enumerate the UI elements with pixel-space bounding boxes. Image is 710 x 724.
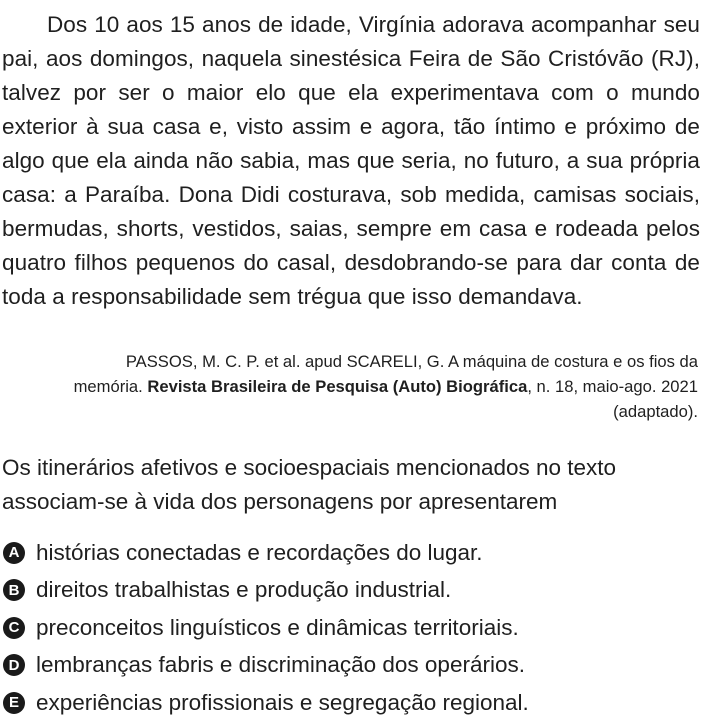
option-c[interactable]	[3, 609, 703, 647]
option-b-text: direitos trabalhistas e produção industrial.	[36, 577, 452, 603]
citation-journal: Revista Brasileira de Pesquisa (Auto) Biográfica	[147, 377, 528, 396]
option-a[interactable]	[3, 534, 703, 572]
option-d[interactable]	[3, 647, 703, 685]
citation	[58, 349, 698, 424]
passage-text: Dos 10 aos 15 anos de idade, Virgínia adorava acompanhar seu pai, aos domingos, naquela sinestésica Feira de São Cristóvão (RJ), talvez por ser o maior elo que ela experimentava com o mundo exterior à sua casa e, visto assim e agora, tão íntimo e próximo de algo que ela ainda não sabia, mas que seria, no futuro, a sua própria casa: a Paraíba. Dona Didi costurava, sob medida, camisas sociais, bermudas, shorts, vestidos, saias, sempre em casa e rodeada pelos quatro filhos pequenos do casal, desdobrando-se para dar conta de toda a responsabilidade sem trégua que isso demandava.	[2, 12, 700, 309]
citation-prefix: PASSOS, M. C. P. et al. apud SCARELI, G. A máquina de costura e os fios da memória.	[73, 352, 698, 396]
answer-options	[3, 534, 703, 722]
option-a-text: histórias conectadas e recordações do lugar.	[36, 539, 483, 565]
option-e-text: experiências profissionais e segregação regional.	[36, 689, 529, 715]
option-d-text: lembranças fabris e discriminação dos operários.	[36, 652, 525, 678]
option-b-letter: B	[3, 579, 25, 601]
option-c-text: preconceitos linguísticos e dinâmicas territoriais.	[36, 614, 519, 640]
question-stem: Os itinerários afetivos e socioespaciais mencionados no texto associam-se à vida dos personagens por apresentarem	[2, 455, 617, 514]
option-c-letter: C	[3, 617, 25, 639]
option-e[interactable]	[3, 684, 703, 722]
option-a-letter: A	[3, 542, 25, 564]
option-e-letter: E	[3, 692, 25, 714]
option-b[interactable]	[3, 572, 703, 610]
citation-suffix: , n. 18, maio-ago. 2021 (adaptado).	[527, 377, 698, 421]
option-d-letter: D	[3, 654, 25, 676]
